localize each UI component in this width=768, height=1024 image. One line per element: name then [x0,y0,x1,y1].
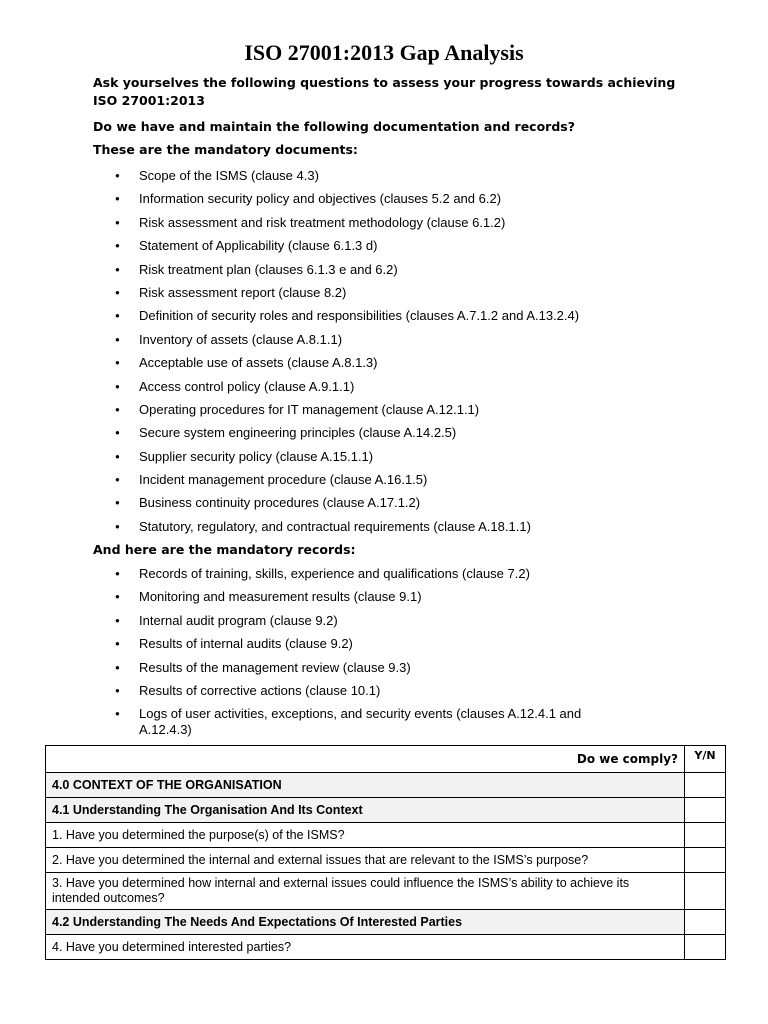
document-list-item: ● Inventory of assets (clause A.8.1.1) [93,332,633,348]
record-list-item: ● Results of internal audits (clause 9.2) [93,636,633,652]
records-list [93,566,633,746]
document-list-item: ● Risk treatment plan (clauses 6.1.3 e and 6.2) [93,262,633,278]
document-list-item: ● Supplier security policy (clause A.15.1.1) [93,449,633,465]
document-list-item: ● Scope of the ISMS (clause 4.3) [93,168,633,184]
question-row [46,873,726,910]
section-row [46,910,726,935]
document-list-item: ● Business continuity procedures (clause A.17.1.2) [93,495,633,511]
record-list-item: ● Results of corrective actions (clause 10.1) [93,683,633,699]
document-list-item: ● Information security policy and objectives (clauses 5.2 and 6.2) [93,191,633,207]
record-list-item: ● Records of training, skills, experience and qualifications (clause 7.2) [93,566,633,582]
table-header-row [46,746,726,773]
yn-answer-cell[interactable] [685,873,726,910]
yn-answer-cell [685,773,726,798]
document-list-item: ● Secure system engineering principles (clause A.14.2.5) [93,425,633,441]
document-list-item: ● Risk assessment report (clause 8.2) [93,285,633,301]
question-row [46,935,726,960]
section-title: 4.1 Understanding The Organisation And Its Context [46,798,685,823]
document-list-item: ● Acceptable use of assets (clause A.8.1.3) [93,355,633,371]
section-row [46,773,726,798]
question-text: 2. Have you determined the internal and external issues that are relevant to the ISMS’s purpose? [46,848,685,873]
document-list-item: ● Operating procedures for IT management (clause A.12.1.1) [93,402,633,418]
question-text: 1. Have you determined the purpose(s) of the ISMS? [46,823,685,848]
comply-header: Do we comply? [46,746,685,773]
document-list-item: ● Definition of security roles and responsibilities (clauses A.7.1.2 and A.13.2.4) [93,308,633,324]
yn-header: Y/N [685,746,726,773]
yn-answer-cell [685,798,726,823]
yn-answer-cell[interactable] [685,935,726,960]
yn-answer-cell [685,910,726,935]
question-row [46,848,726,873]
record-list-item: ● Internal audit program (clause 9.2) [93,613,633,629]
document-list-item: ● Incident management procedure (clause A.16.1.5) [93,472,633,488]
record-list-item: ● Results of the management review (clause 9.3) [93,660,633,676]
section-title: 4.0 CONTEXT OF THE ORGANISATION [46,773,685,798]
document-list-item: ● Risk assessment and risk treatment methodology (clause 6.1.2) [93,215,633,231]
documents-heading: These are the mandatory documents: [93,142,358,157]
yn-answer-cell[interactable] [685,823,726,848]
records-heading: And here are the mandatory records: [93,542,356,557]
section-row [46,798,726,823]
record-list-item: ● Logs of user activities, exceptions, and security events (clauses A.12.4.1 and A.12.4.3) [93,706,633,738]
page-title: ISO 27001:2013 Gap Analysis [244,40,524,65]
question-row [46,823,726,848]
section-title: 4.2 Understanding The Needs And Expectations Of Interested Parties [46,910,685,935]
documents-list [93,168,633,542]
question-text: 3. Have you determined how internal and external issues could influence the ISMS’s ability to achieve its intended outcomes? [46,873,685,910]
question-text: 4. Have you determined interested parties? [46,935,685,960]
gap-analysis-table [45,745,726,960]
documentation-question: Do we have and maintain the following documentation and records? [93,119,575,134]
document-list-item: ● Access control policy (clause A.9.1.1) [93,379,633,395]
document-list-item: ● Statement of Applicability (clause 6.1.3 d) [93,238,633,254]
intro-text: Ask yourselves the following questions to assess your progress towards achieving ISO 27001:2013 [93,75,676,108]
yn-answer-cell[interactable] [685,848,726,873]
document-list-item: ● Statutory, regulatory, and contractual requirements (clause A.18.1.1) [93,519,633,535]
record-list-item: ● Monitoring and measurement results (clause 9.1) [93,589,633,605]
